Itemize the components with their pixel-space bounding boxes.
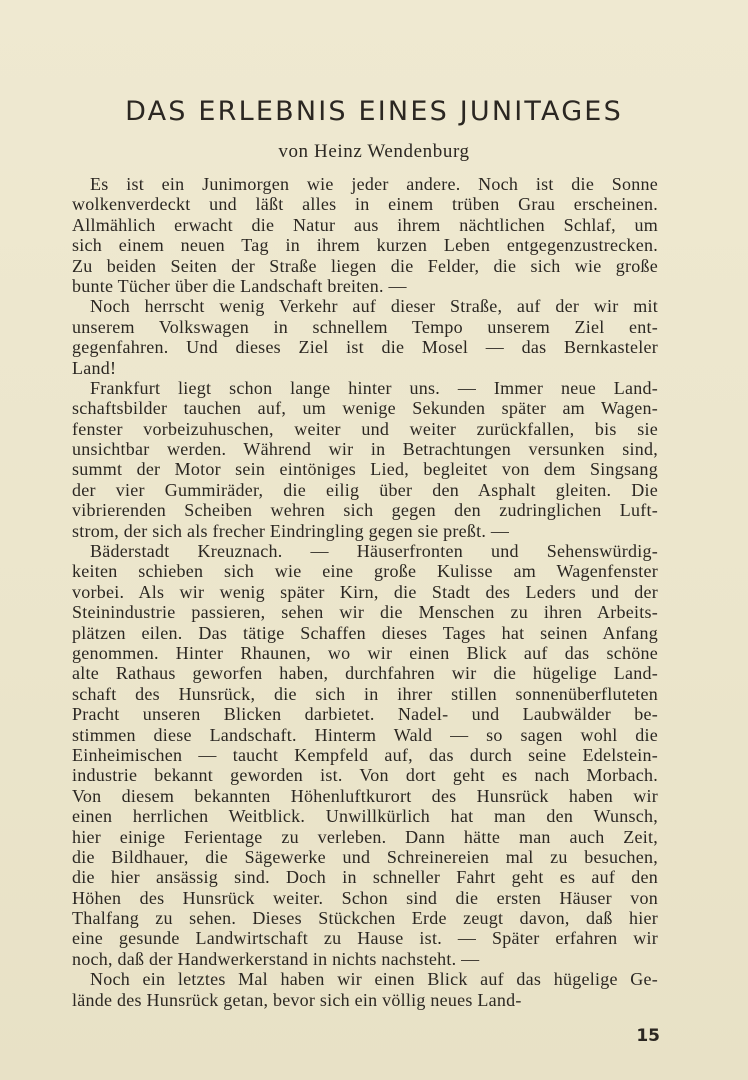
text-line: plätzen eilen. Das tätige Schaffen dieses Tages hat seinen Anfang	[72, 622, 658, 643]
text-line: Es ist ein Junimorgen wie jeder andere. Noch ist die Sonne	[90, 174, 658, 194]
text-line: die hier ansässig sind. Doch in schneller Fahrt geht es auf den	[72, 867, 658, 888]
text-line: Noch ein letztes Mal haben wir einen Blick auf das hügelige Ge-	[90, 969, 658, 990]
text-line: summt der Motor sein eintöniges Lied, begleitet von dem Singsang	[72, 459, 658, 480]
article-body	[72, 174, 658, 1010]
text-line: noch, daß der Handwerkerstand in nichts nachsteht. —	[72, 948, 480, 969]
text-line: bunte Tücher über die Landschaft breiten. —	[72, 275, 407, 296]
text-line: eine gesunde Landwirtschaft zu Hause ist. — Später erfahren wir	[72, 928, 658, 949]
text-line: einen herrlichen Weitblick. Unwillkürlich hat man den Wunsch,	[72, 806, 658, 827]
text-line: unsichtbar werden. Während wir in Betrachtungen versunken sind,	[72, 439, 658, 460]
text-line: Steinindustrie passieren, sehen wir die Menschen zu ihren Arbeits-	[72, 602, 658, 623]
text-line: unserem Volkswagen in schnellem Tempo unserem Ziel ent-	[72, 316, 658, 337]
text-line: Land!	[72, 357, 117, 378]
paragraph	[72, 969, 658, 1010]
text-line: stimmen diese Landschaft. Hinterm Wald — so sagen wohl die	[72, 724, 658, 745]
text-line: Pracht unseren Blicken darbietet. Nadel- und Laubwälder be-	[72, 704, 658, 725]
text-line: alte Rathaus geworfen haben, durchfahren wir die hügelige Land-	[72, 663, 658, 684]
text-line: keiten schieben sich wie eine große Kulisse am Wagenfenster	[72, 561, 658, 582]
paragraph	[72, 541, 658, 969]
text-line: sich einem neuen Tag in ihrem kurzen Leben entgegenzustrecken.	[72, 235, 658, 256]
text-line: Einheimischen — taucht Kempfeld auf, das durch seine Edelstein-	[72, 744, 658, 765]
text-line: Noch herrscht wenig Verkehr auf dieser Straße, auf der wir mit	[90, 296, 658, 317]
text-line: Zu beiden Seiten der Straße liegen die Felder, die sich wie große	[72, 255, 658, 276]
text-line: hier einige Ferientage zu verleben. Dann hätte man auch Zeit,	[72, 826, 658, 847]
text-line: Frankfurt liegt schon lange hinter uns. — Immer neue Land-	[90, 377, 658, 398]
article-title: DAS ERLEBNIS EINES JUNITAGES	[125, 96, 623, 127]
text-line: Thalfang zu sehen. Dieses Stückchen Erde zeugt davon, daß hier	[72, 908, 658, 929]
text-line: Von diesem bekannten Höhenluftkurort des Hunsrück haben wir	[72, 785, 658, 806]
text-line: Allmählich erwacht die Natur aus ihrem nächtlichen Schlaf, um	[72, 214, 658, 235]
text-line: industrie bekannt geworden ist. Von dort geht es nach Morbach.	[72, 765, 658, 786]
text-line: Höhen des Hunsrück weiter. Schon sind die ersten Häuser von	[72, 887, 658, 908]
text-line: wolkenverdeckt und läßt alles in einem trüben Grau erscheinen.	[72, 194, 658, 215]
text-line: vibrierenden Scheiben wehren sich gegen den zudringlichen Luft-	[72, 500, 658, 521]
text-line: schaft des Hunsrück, die sich in ihrer stillen sonnenüberfluteten	[72, 683, 658, 704]
text-line: vorbei. Als wir wenig später Kirn, die Stadt des Leders und der	[72, 581, 658, 602]
text-line: die Bildhauer, die Sägewerke und Schreinereien mal zu besuchen,	[72, 846, 658, 867]
text-line: fenster vorbeizuhuschen, weiter und weiter zurückfallen, bis sie	[72, 418, 658, 439]
page-number: 15	[636, 1026, 660, 1046]
paragraph	[72, 378, 658, 541]
text-line: Bäderstadt Kreuznach. — Häuserfronten und Sehenswürdig-	[90, 541, 658, 562]
text-line: schaftsbilder tauchen auf, um wenige Sekunden später am Wagen-	[72, 398, 658, 419]
text-line: gegenfahren. Und dieses Ziel ist die Mosel — das Bernkasteler	[72, 337, 658, 358]
paragraph	[72, 174, 658, 296]
text-line: genommen. Hinter Rhaunen, wo wir einen Blick auf das schöne	[72, 642, 658, 663]
text-line: der vier Gummiräder, die eilig über den Asphalt gleiten. Die	[72, 479, 658, 500]
article-author: von Heinz Wendenburg	[278, 141, 470, 162]
paragraph	[72, 296, 658, 378]
text-line: lände des Hunsrück getan, bevor sich ein völlig neues Land-	[72, 989, 522, 1010]
text-line: strom, der sich als frecher Eindringling gegen sie preßt. —	[72, 520, 510, 541]
